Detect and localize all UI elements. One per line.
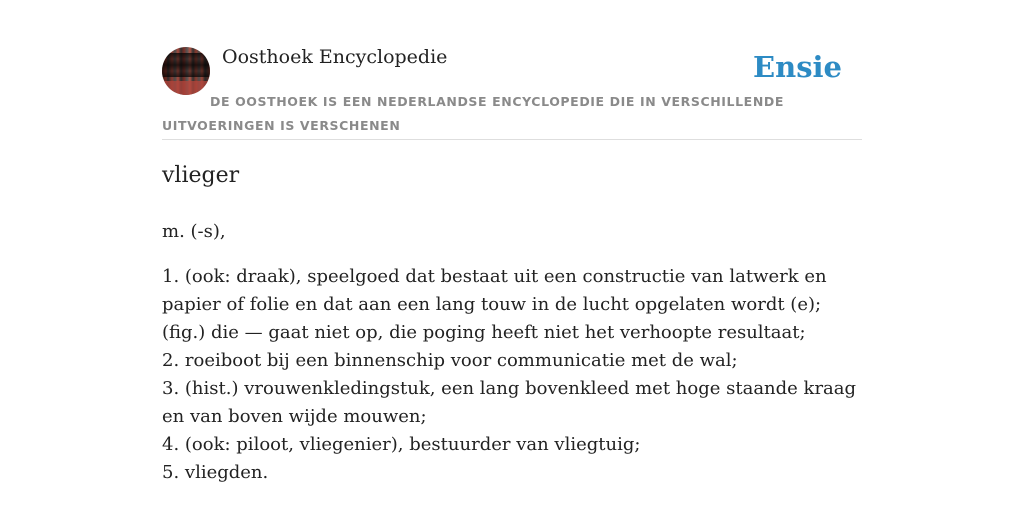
header <box>162 0 862 140</box>
site-name[interactable]: Oosthoek Encyclopedie <box>222 46 448 68</box>
encyclopedia-books-avatar[interactable] <box>162 47 210 95</box>
ensie-logo-link[interactable]: Ensie <box>753 50 842 84</box>
entry-title: vlieger <box>162 163 240 188</box>
definition-2: 2. roeiboot bij een binnenschip voor communicatie met de wal; <box>162 350 738 371</box>
definition-4: 4. (ook: piloot, vliegenier), bestuurder van vliegtuig; <box>162 434 641 455</box>
entry-definitions <box>162 263 862 487</box>
site-tagline: DE OOSTHOEK IS EEN NEDERLANDSE ENCYCLOPEDIE DIE IN VERSCHILLENDE UITVOERINGEN IS VERSCHENEN <box>162 94 784 133</box>
definition-5: 5. vliegden. <box>162 462 269 483</box>
page <box>162 0 862 483</box>
definition-3: 3. (hist.) vrouwenkledingstuk, een lang bovenkleed met hoge staande kraag en van boven wijde mouwen; <box>162 378 857 427</box>
definition-1: 1. (ook: draak), speelgoed dat bestaat uit een constructie van latwerk en papier of folie en dat aan een lang touw in de lucht opgelaten wordt (e); (fig.) die — gaat niet op, die poging heeft niet het verhoopte resultaat; <box>162 266 827 343</box>
entry-grammar: m. (-s), <box>162 221 226 242</box>
